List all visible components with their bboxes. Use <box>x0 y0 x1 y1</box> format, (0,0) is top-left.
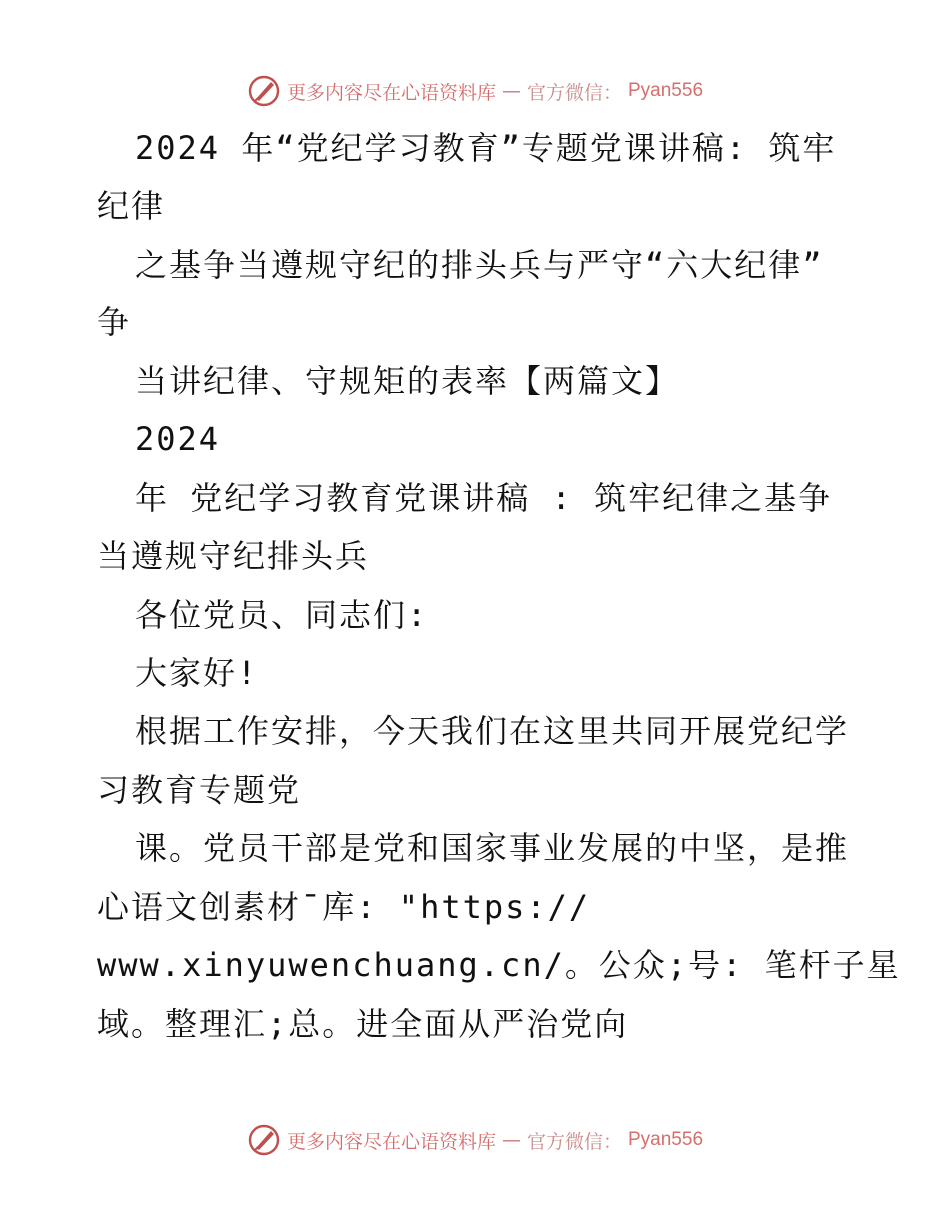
quill-logo-icon <box>247 1123 281 1157</box>
year-line: 2024 <box>135 420 221 458</box>
site-name: 更多内容尽在心语资料库 <box>286 81 496 104</box>
wechat-label: 官方微信： <box>526 81 622 104</box>
paragraph-line-3: 课。党员干部是党和国家事业发展的中坚，是推 <box>135 829 850 867</box>
greeting: 大家好! <box>135 654 259 692</box>
title-line-1: 2024 年“党纪学习教育”专题党课讲稿: 筑牢 <box>135 129 837 167</box>
paragraph-line-1: 根据工作安排，今天我们在这里共同开展党纪学 <box>135 712 850 750</box>
header-banner <box>0 71 950 111</box>
paragraph-line-6: 域。整理汇;总。进全面从严治党向 <box>97 1005 629 1043</box>
quill-logo-icon <box>247 74 281 108</box>
title-line-5: 当讲纪律、守规矩的表率【两篇文】 <box>135 362 680 400</box>
wechat-id: Pyan556 <box>628 1129 704 1150</box>
paragraph-line-4: 心语文创素材¯库: "https:// <box>97 888 591 926</box>
subtitle-line-2: 当遵规守纪排头兵 <box>97 537 370 575</box>
footer-banner <box>0 1120 950 1160</box>
salutation: 各位党员、同志们: <box>135 596 429 634</box>
banner-separator: — <box>501 80 521 102</box>
banner-separator: — <box>501 1129 521 1151</box>
subtitle-line-1: 年 党纪学习教育党课讲稿 : 筑牢纪律之基争 <box>135 479 833 517</box>
wechat-label: 官方微信： <box>526 1130 622 1153</box>
title-line-2: 纪律 <box>97 187 166 225</box>
paragraph-line-2: 习教育专题党 <box>97 771 302 809</box>
paragraph-line-5: www.xinyuwenchuang.cn/。公众;号: 笔杆子星 <box>97 946 901 984</box>
banner-content <box>247 1123 703 1157</box>
title-line-3: 之基争当遵规守纪的排头兵与严守“六大纪律” <box>135 246 824 284</box>
wechat-id: Pyan556 <box>628 80 704 101</box>
site-name: 更多内容尽在心语资料库 <box>286 1130 496 1153</box>
banner-content <box>247 74 703 108</box>
title-line-4: 争 <box>97 303 132 341</box>
